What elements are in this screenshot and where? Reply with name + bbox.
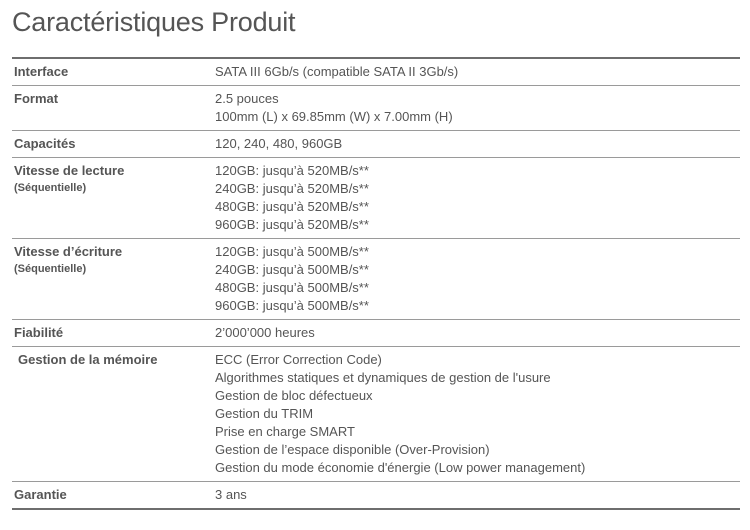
spec-label: Gestion de la mémoire (18, 352, 158, 367)
spec-value: 120GB: jusqu’à 520MB/s** (215, 163, 369, 178)
spec-value: 120, 240, 480, 960GB (215, 136, 343, 151)
spec-label-cell (12, 351, 215, 477)
spec-value: 2’000’000 heures (215, 325, 315, 340)
spec-row-garantie (12, 482, 740, 510)
spec-value: Gestion du TRIM (215, 406, 314, 421)
spec-row-format (12, 86, 740, 131)
spec-label: Vitesse de lecture (14, 163, 125, 178)
spec-label: Vitesse d’écriture (14, 244, 123, 259)
spec-value: 960GB: jusqu’à 520MB/s** (215, 217, 369, 232)
spec-value: 100mm (L) x 69.85mm (W) x 7.00mm (H) (215, 109, 453, 124)
spec-value: Prise en charge SMART (215, 424, 355, 439)
spec-value: 3 ans (215, 487, 247, 502)
spec-values-cell (215, 243, 740, 315)
spec-label: Capacités (14, 136, 76, 151)
spec-values-cell (215, 324, 740, 342)
spec-row-vitesse-lecture (12, 158, 740, 239)
page-title: Caractéristiques Produit (12, 7, 296, 37)
spec-value: 240GB: jusqu’à 500MB/s** (215, 262, 369, 277)
spec-value: 240GB: jusqu’à 520MB/s** (215, 181, 369, 196)
spec-label-cell (12, 324, 215, 342)
spec-row-fiabilite (12, 320, 740, 347)
spec-label: Fiabilité (14, 325, 64, 340)
spec-value: Gestion de l’espace disponible (Over-Provision) (215, 442, 490, 457)
spec-value: ECC (Error Correction Code) (215, 352, 382, 367)
spec-value: 480GB: jusqu’à 520MB/s** (215, 199, 369, 214)
spec-label-cell (12, 162, 215, 234)
spec-values-cell (215, 351, 740, 477)
spec-value: 960GB: jusqu’à 500MB/s** (215, 298, 369, 313)
spec-values-cell (215, 162, 740, 234)
spec-label-cell (12, 63, 215, 81)
spec-label: Interface (14, 64, 69, 79)
spec-values-cell (215, 486, 740, 504)
spec-value: 480GB: jusqu’à 500MB/s** (215, 280, 369, 295)
spec-row-interface (12, 59, 740, 86)
spec-values-cell (215, 135, 740, 153)
spec-label-cell (12, 90, 215, 126)
spec-value: Algorithmes statiques et dynamiques de gestion de l'usure (215, 370, 551, 385)
spec-label-cell (12, 243, 215, 315)
spec-values-cell (215, 63, 740, 81)
spec-label-cell (12, 486, 215, 504)
spec-value: 120GB: jusqu’à 500MB/s** (215, 244, 369, 259)
spec-table (12, 57, 740, 510)
spec-row-gestion-memoire (12, 347, 740, 482)
spec-row-vitesse-ecriture (12, 239, 740, 320)
spec-values-cell (215, 90, 740, 126)
spec-sublabel: (Séquentielle) (14, 182, 87, 194)
spec-value: Gestion de bloc défectueux (215, 388, 373, 403)
spec-row-capacites (12, 131, 740, 158)
spec-label: Format (14, 91, 59, 106)
spec-value: Gestion du mode économie d'énergie (Low power management) (215, 460, 586, 475)
spec-label: Garantie (14, 487, 67, 502)
spec-value: SATA III 6Gb/s (compatible SATA II 3Gb/s) (215, 64, 459, 79)
spec-value: 2.5 pouces (215, 91, 279, 106)
spec-sublabel: (Séquentielle) (14, 263, 87, 275)
spec-label-cell (12, 135, 215, 153)
